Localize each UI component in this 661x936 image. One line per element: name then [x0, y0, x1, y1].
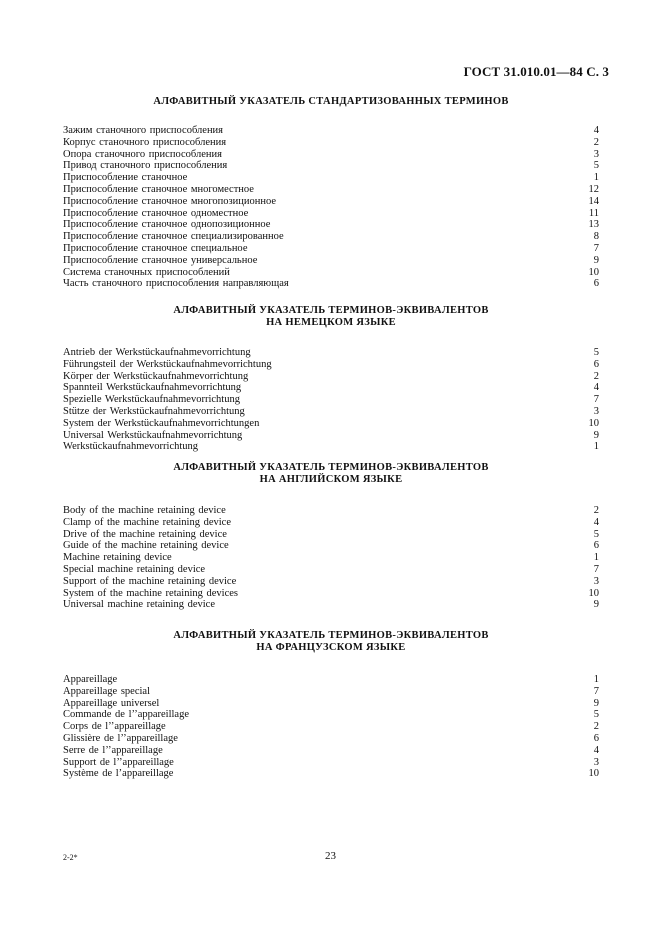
entry-term: Часть станочного приспособления направляющая — [63, 278, 289, 290]
entry-term: Werkstückaufnahmevorrichtung — [63, 441, 199, 453]
index-list — [63, 125, 599, 290]
index-entry — [63, 588, 599, 600]
entry-page-number: 1 — [593, 441, 599, 453]
entry-term: Appareillage universel — [63, 697, 160, 709]
entry-page-number: 2 — [593, 505, 599, 516]
entry-page-number: 10 — [588, 266, 599, 278]
index-entry — [63, 172, 599, 184]
entry-term: Приспособление станочное — [63, 172, 188, 184]
index-entry — [63, 371, 599, 383]
entry-term: Guide of the machine retaining device — [63, 540, 229, 552]
entry-term: Spezielle Werkstückaufnahmevorrichtung — [63, 394, 240, 406]
entry-page-number: 5 — [593, 528, 599, 540]
index-entry — [63, 517, 599, 529]
entry-page-number: 6 — [593, 540, 599, 552]
entry-page-number: 10 — [588, 587, 599, 599]
entry-term: Корпус станочного приспособления — [63, 136, 227, 148]
entry-term: Special machine retaining device — [63, 563, 206, 575]
index-entry — [63, 540, 599, 552]
entry-term: Support of the machine retaining device — [63, 575, 237, 587]
entry-term: Système de l’appareillage — [63, 768, 174, 780]
index-entry — [63, 149, 599, 161]
index-entry — [63, 406, 599, 418]
entry-term: Universal machine retaining device — [63, 599, 215, 611]
entry-page-number: 1 — [593, 172, 599, 184]
entry-term: Приспособление станочное универсальное — [63, 254, 258, 266]
entry-term: Corps de l’’appareillage — [63, 721, 166, 733]
entry-page-number: 2 — [593, 136, 599, 148]
index-entry — [63, 196, 599, 208]
index-entry — [63, 184, 599, 196]
entry-page-number: 5 — [593, 160, 599, 172]
index-entry — [63, 529, 599, 541]
index-section-german — [63, 305, 599, 453]
index-entry — [63, 278, 599, 290]
entry-term: System of the machine retaining devices — [63, 587, 238, 599]
index-section-russian — [63, 96, 599, 290]
entry-page-number: 3 — [593, 148, 599, 160]
index-entry — [63, 418, 599, 430]
entry-page-number: 8 — [593, 231, 599, 243]
index-entry — [63, 208, 599, 220]
entry-page-number: 9 — [593, 599, 599, 611]
entry-term: Support de l’’appareillage — [63, 756, 174, 768]
entry-page-number: 3 — [593, 756, 599, 768]
index-entry — [63, 394, 599, 406]
entry-term: Приспособление станочное специализированное — [63, 231, 284, 243]
entry-term: Machine retaining device — [63, 552, 172, 564]
entry-page-number: 3 — [593, 405, 599, 417]
document-reference: ГОСТ 31.010.01—84 С. 3 — [463, 64, 609, 79]
entry-term: Система станочных приспособлений — [63, 266, 230, 278]
section-title-line: АЛФАВИТНЫЙ УКАЗАТЕЛЬ ТЕРМИНОВ-ЭКВИВАЛЕНТОВ — [173, 630, 489, 641]
section-title-line: АЛФАВИТНЫЙ УКАЗАТЕЛЬ СТАНДАРТИЗОВАННЫХ ТЕРМИНОВ — [153, 96, 509, 107]
entry-term: Приспособление станочное одноместное — [63, 207, 249, 219]
index-list — [63, 674, 599, 780]
sheet-mark: 2-2* — [63, 853, 78, 862]
entry-page-number: 5 — [593, 347, 599, 358]
entry-term: Опора станочного приспособления — [63, 148, 222, 160]
index-entry — [63, 359, 599, 371]
entry-page-number: 9 — [593, 429, 599, 441]
entry-term: Приспособление станочное специальное — [63, 242, 248, 254]
entry-term: Körper der Werkstückaufnahmevorrichtung — [63, 370, 249, 382]
index-entry — [63, 709, 599, 721]
entry-page-number: 5 — [593, 709, 599, 721]
section-subtitle-line: НА АНГЛИЙСКОМ ЯЗЫКЕ — [259, 474, 403, 485]
index-entry — [63, 733, 599, 745]
entry-page-number: 2 — [593, 370, 599, 382]
entry-term: Drive of the machine retaining device — [63, 528, 227, 540]
entry-page-number: 10 — [588, 417, 599, 429]
section-title-line: АЛФАВИТНЫЙ УКАЗАТЕЛЬ ТЕРМИНОВ-ЭКВИВАЛЕНТОВ — [173, 462, 489, 473]
entry-page-number: 6 — [593, 732, 599, 744]
entry-page-number: 6 — [593, 278, 599, 290]
entry-term: Serre de l’’appareillage — [63, 744, 163, 756]
index-entry — [63, 441, 599, 453]
entry-term: Приспособление станочное многопозиционное — [63, 195, 277, 207]
index-entry — [63, 768, 599, 780]
index-entry — [63, 219, 599, 231]
page-number: 23 — [325, 850, 336, 862]
entry-page-number: 4 — [593, 516, 599, 528]
entry-term: Зажим станочного приспособления — [63, 125, 224, 136]
entry-term: Universal Werkstückaufnahmevorrichtung — [63, 429, 243, 441]
entry-page-number: 2 — [593, 721, 599, 733]
entry-page-number: 7 — [593, 242, 599, 254]
index-entry — [63, 430, 599, 442]
entry-term: Führungsteil der Werkstückaufnahmevorrichtung — [63, 358, 272, 370]
entry-page-number: 14 — [588, 195, 599, 207]
entry-term: Stütze der Werkstückaufnahmevorrichtung — [63, 405, 245, 417]
index-entry — [63, 243, 599, 255]
index-entry — [63, 267, 599, 279]
entry-page-number: 11 — [588, 207, 599, 219]
section-subtitle-line: НА НЕМЕЦКОМ ЯЗЫКЕ — [266, 317, 396, 328]
section-title — [63, 96, 599, 108]
index-entry — [63, 599, 599, 611]
index-entry — [63, 347, 599, 359]
index-entry — [63, 137, 599, 149]
index-entry — [63, 576, 599, 588]
entry-term: Antrieb der Werkstückaufnahmevorrichtung — [63, 347, 251, 358]
section-title — [63, 305, 599, 329]
entry-page-number: 10 — [588, 768, 599, 780]
entry-term: Appareillage — [63, 674, 118, 685]
index-entry — [63, 125, 599, 137]
entry-page-number: 12 — [588, 183, 599, 195]
index-entry — [63, 686, 599, 698]
entry-term: Glissière de l’’appareillage — [63, 732, 178, 744]
entry-page-number: 3 — [593, 575, 599, 587]
index-list — [63, 347, 599, 453]
entry-page-number: 13 — [588, 219, 599, 231]
section-title — [63, 462, 599, 486]
index-entry — [63, 721, 599, 733]
entry-page-number: 4 — [593, 125, 599, 136]
index-entry — [63, 505, 599, 517]
index-entry — [63, 552, 599, 564]
entry-page-number: 7 — [593, 685, 599, 697]
section-title — [63, 630, 599, 654]
entry-term: Приспособление станочное многоместное — [63, 183, 254, 195]
entry-page-number: 7 — [593, 394, 599, 406]
entry-page-number: 9 — [593, 697, 599, 709]
entry-page-number: 4 — [593, 382, 599, 394]
section-title-line: АЛФАВИТНЫЙ УКАЗАТЕЛЬ ТЕРМИНОВ-ЭКВИВАЛЕНТОВ — [173, 305, 489, 316]
entry-page-number: 9 — [593, 254, 599, 266]
index-section-english — [63, 462, 599, 611]
index-entry — [63, 231, 599, 243]
entry-page-number: 1 — [593, 552, 599, 564]
index-entry — [63, 564, 599, 576]
index-entry — [63, 757, 599, 769]
entry-term: System der Werkstückaufnahmevorrichtungen — [63, 417, 260, 429]
entry-page-number: 1 — [593, 674, 599, 685]
index-entry — [63, 255, 599, 267]
entry-term: Commande de l’’appareillage — [63, 709, 190, 721]
entry-term: Body of the machine retaining device — [63, 505, 226, 516]
entry-term: Приспособление станочное однопозиционное — [63, 219, 271, 231]
entry-term: Привод станочного приспособления — [63, 160, 228, 172]
index-entry — [63, 160, 599, 172]
entry-page-number: 7 — [593, 563, 599, 575]
entry-term: Appareillage special — [63, 685, 150, 697]
index-section-french — [63, 630, 599, 780]
entry-page-number: 6 — [593, 358, 599, 370]
entry-term: Spannteil Werkstückaufnahmevorrichtung — [63, 382, 242, 394]
index-entry — [63, 674, 599, 686]
index-entry — [63, 745, 599, 757]
entry-term: Clamp of the machine retaining device — [63, 516, 231, 528]
index-list — [63, 505, 599, 611]
index-entry — [63, 698, 599, 710]
entry-page-number: 4 — [593, 744, 599, 756]
index-entry — [63, 382, 599, 394]
section-subtitle-line: НА ФРАНЦУЗСКОМ ЯЗЫКЕ — [256, 642, 406, 653]
